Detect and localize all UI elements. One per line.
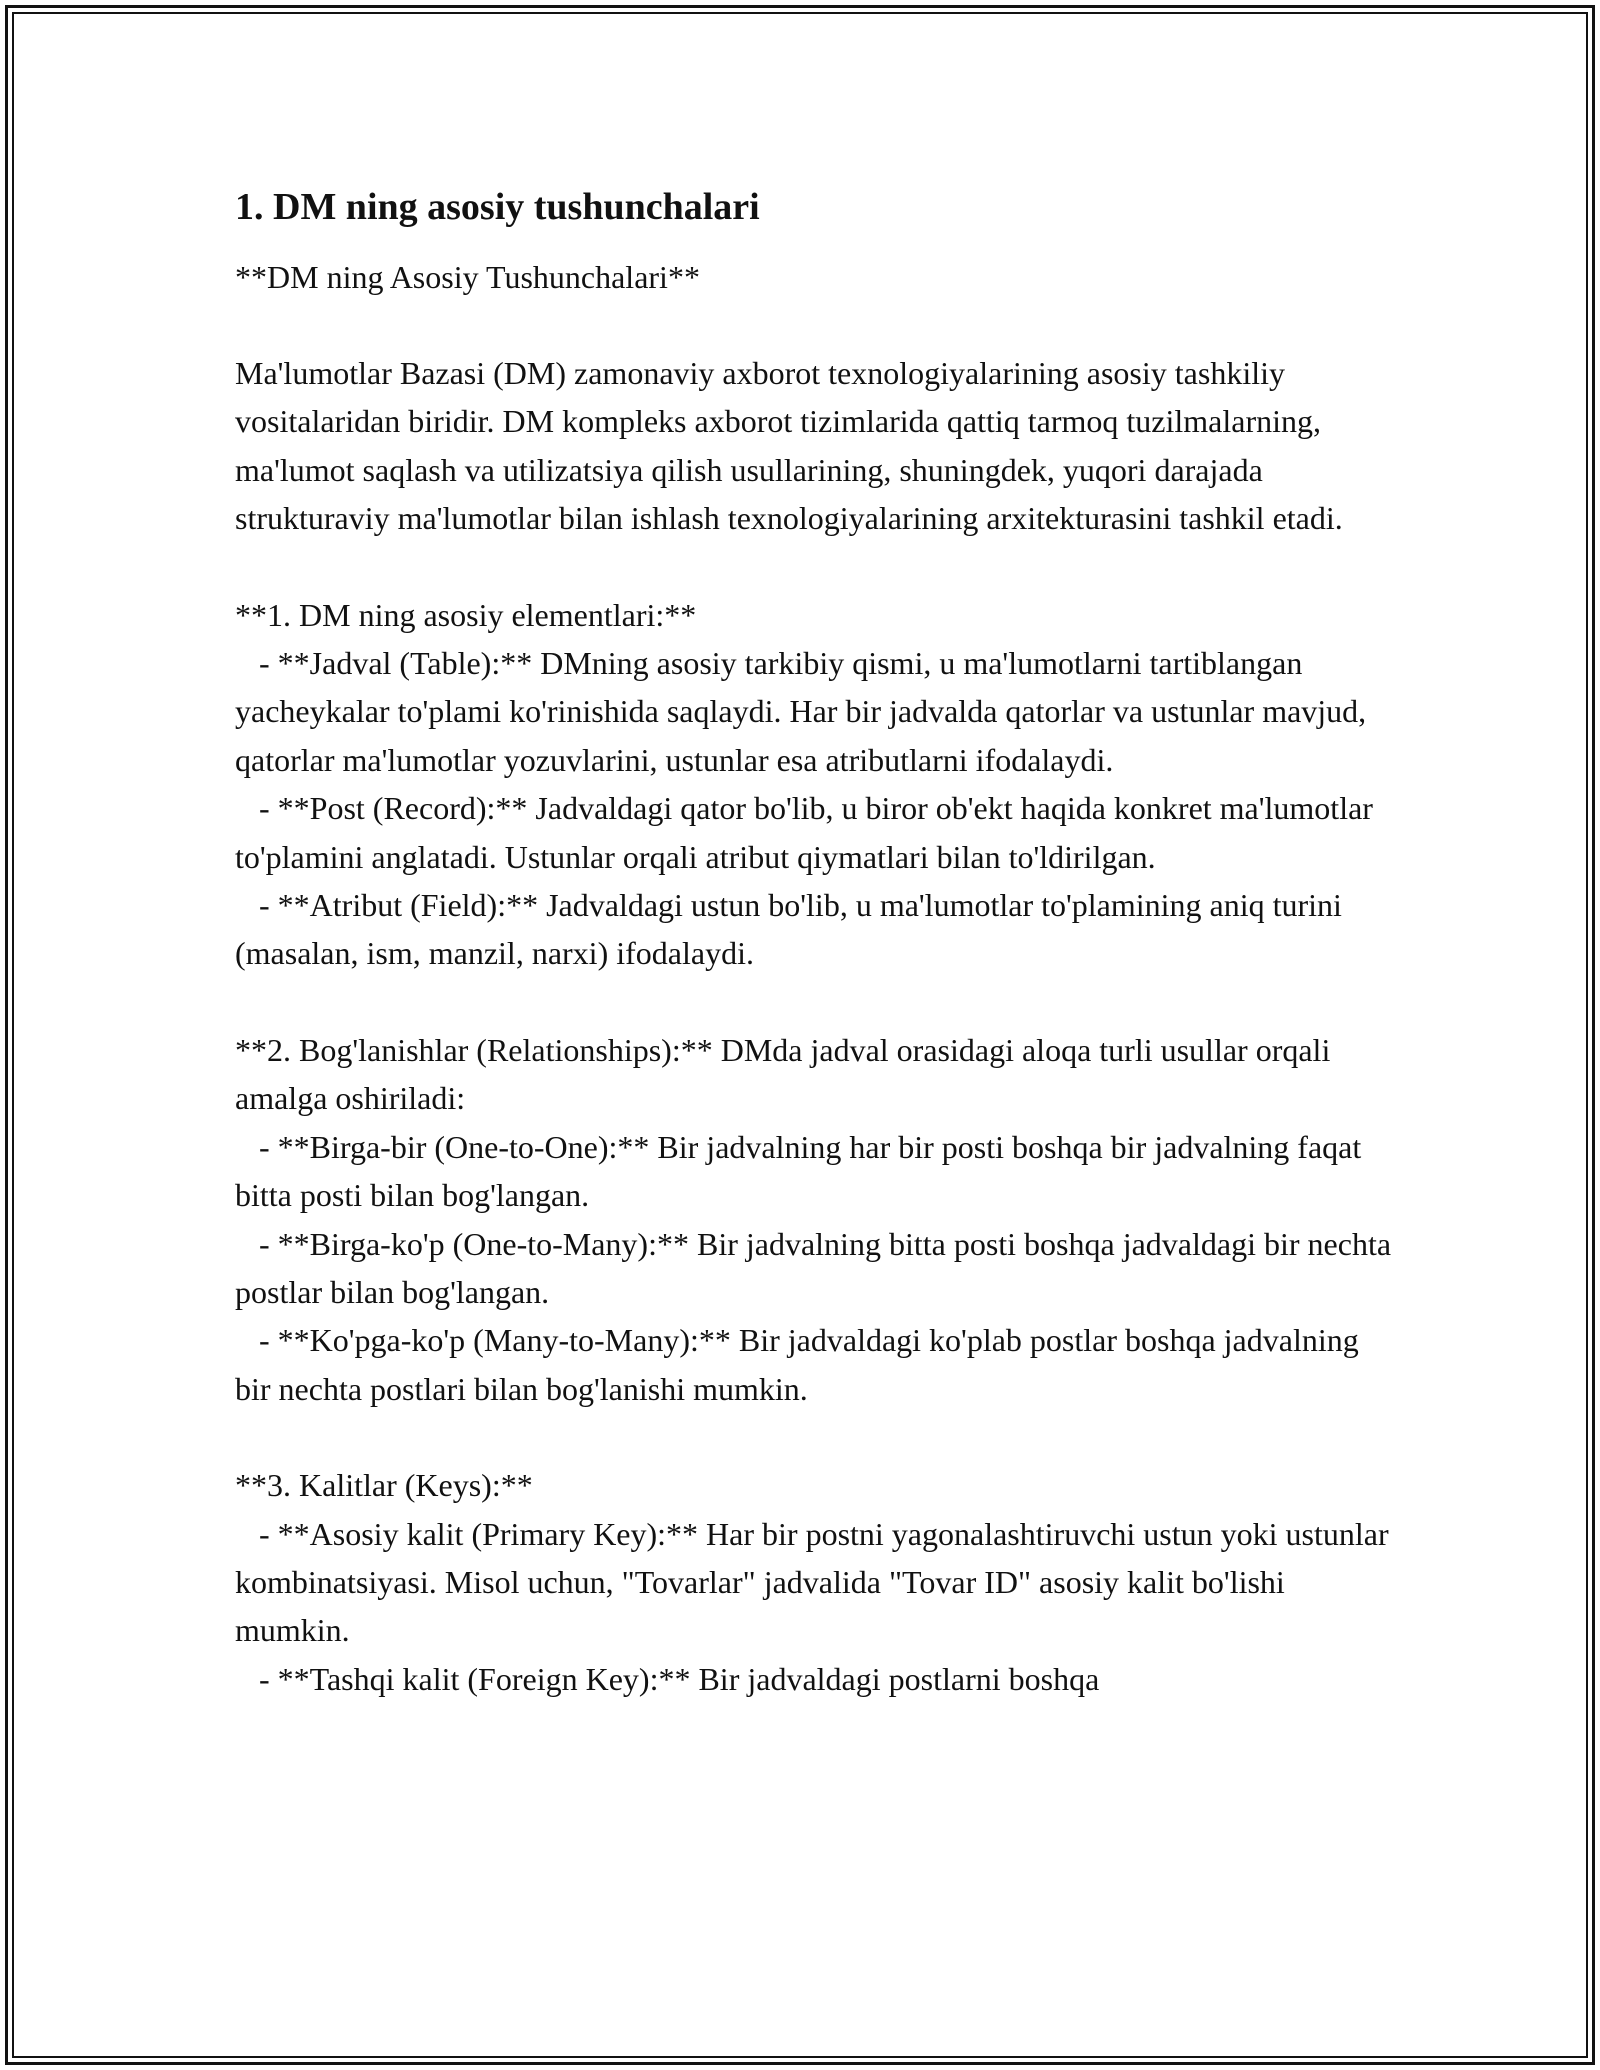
section-item: - **Ko'pga-ko'p (Many-to-Many):** Bir jadvaldagi ko'plab postlar boshqa jadvalning bir nechta postlari bilan bog'lanishi mumkin. [235,1322,1359,1407]
section-heading: **3. Kalitlar (Keys):** [235,1467,533,1504]
document-body [235,185,1395,1703]
spacer [235,978,1395,1026]
section-item: - **Birga-ko'p (One-to-Many):** Bir jadvalning bitta posti boshqa jadvaldagi bir nechta postlar bilan bog'langan. [235,1225,1392,1310]
section-item: - **Jadval (Table):** DMning asosiy tarkibiy qismi, u ma'lumotlarni tartiblangan yacheykalar to'plami ko'rinishida saqlaydi. Har bir jadvalda qatorlar va ustunlar mavjud, qatorlar ma'lumotlar yozuvlarini, ustunlar esa atributlarni ifodalaydi. [235,645,1367,778]
spacer [235,1413,1395,1461]
section-item: - **Asosiy kalit (Primary Key):** Har bir postni yagonalashtiruvchi ustun yoki ustunlar kombinatsiyasi. Misol uchun, "Tovarlar" jadvalida "Tovar ID" asosiy kalit bo'lishi mumkin. [235,1515,1389,1649]
section-item: - **Atribut (Field):** Jadvaldagi ustun bo'lib, u ma'lumotlar to'plamining aniq turini (masalan, ism, manzil, narxi) ifodalaydi. [235,887,1342,972]
section-item: - **Birga-bir (One-to-One):** Bir jadvalning har bir posti boshqa bir jadvalning faqat bitta posti bilan bog'langan. [235,1128,1362,1214]
section-item: - **Post (Record):** Jadvaldagi qator bo'lib, u biror ob'ekt haqida konkret ma'lumotlar to'plamini anglatadi. Ustunlar orqali atribut qiymatlari bilan to'ldirilgan. [235,790,1373,875]
document-title: 1. DM ning asosiy tushunchalari [235,186,760,228]
spacer [235,301,1395,349]
section-item: - **Tashqi kalit (Foreign Key):** Bir jadvaldagi postlarni boshqa [235,1660,1100,1697]
document-subtitle: **DM ning Asosiy Tushunchalari** [235,258,700,295]
intro-paragraph: Ma'lumotlar Bazasi (DM) zamonaviy axborot texnologiyalarining asosiy tashkiliy vositalaridan biridir. DM kompleks axborot tizimlarida qattiq tarmoq tuzilmalarning, ma'lumot saqlash va utilizatsiya qilish usullarining, shuningdek, yuqori darajada strukturaviy ma'lumotlar bilan ishlash texnologiyalarining arxitekturasini tashkil etadi. [235,355,1343,537]
section-heading: **2. Bog'lanishlar (Relationships):** DMda jadval orasidagi aloqa turli usullar orqali amalga oshiriladi: [235,1031,1331,1117]
section-heading: **1. DM ning asosiy elementlari:** [235,596,697,633]
spacer [235,543,1395,591]
